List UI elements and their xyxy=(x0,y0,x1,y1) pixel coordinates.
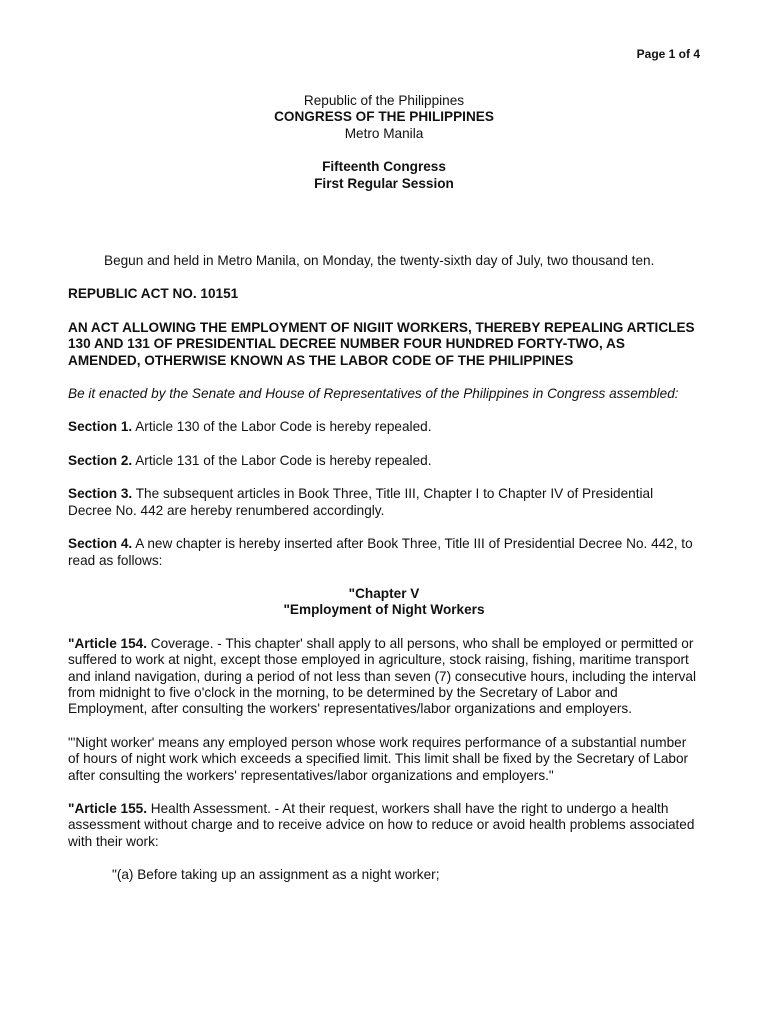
section-2-text: Article 131 of the Labor Code is hereby repealed. xyxy=(132,452,432,468)
session-line: First Regular Session xyxy=(314,175,454,191)
document-header xyxy=(68,93,700,192)
section-2 xyxy=(68,453,700,469)
article-155-text: Health Assessment. - At their request, workers shall have the right to undergo a health assessment without charge and to receive advice on how to reduce or avoid health problems associated with their work: xyxy=(68,800,695,849)
section-1-label: Section 1. xyxy=(68,419,133,435)
congress-line: CONGRESS OF THE PHILIPPINES xyxy=(274,109,494,125)
article-154 xyxy=(68,636,700,718)
section-3 xyxy=(68,486,700,519)
night-worker-definition xyxy=(68,735,700,784)
night-worker-definition-text: "'Night worker' means any employed person whose work requires performance of a substantial number of hours of night work which exceeds a specified limit. This limit shall be fixed by the Secretary of Labor after consulting the workers' representatives/labor organizations and employers." xyxy=(68,734,689,783)
act-title: AN ACT ALLOWING THE EMPLOYMENT OF NIGIIT WORKERS, THEREBY REPEALING ARTICLES 130 AND 131 OF PRESIDENTIAL DECREE NUMBER FOUR HUNDRED FORTY-TWO, AS AMENDED, OTHERWISE KNOWN AS THE LABOR CODE OF THE PHILIPPINES xyxy=(68,319,695,368)
document-body xyxy=(68,93,700,884)
location-line: Metro Manila xyxy=(344,125,424,141)
republic-line: Republic of the Philippines xyxy=(303,93,465,108)
section-3-label: Section 3. xyxy=(68,486,133,502)
chapter-heading-block xyxy=(68,586,700,619)
enacting-clause: Be it enacted by the Senate and House of Representatives of the Philippines in Congress assembled: xyxy=(68,386,679,402)
section-4-label: Section 4. xyxy=(68,536,133,552)
chapter-subheading: "Employment of Night Workers xyxy=(283,602,485,618)
article-154-label: "Article 154. xyxy=(68,635,147,651)
item-a: "(a) Before taking up an assignment as a night worker; xyxy=(112,867,440,883)
page-number: Page 1 of 4 xyxy=(636,47,700,61)
section-3-text: The subsequent articles in Book Three, Title III, Chapter I to Chapter IV of Presidential Decree No. 442 are hereby renumbered accordingly. xyxy=(68,486,654,518)
section-1 xyxy=(68,419,700,435)
section-1-text: Article 130 of the Labor Code is hereby repealed. xyxy=(132,419,432,435)
article-154-text: Coverage. - This chapter' shall apply to all persons, who shall be employed or permitted or suffered to work at night, except those employed in agriculture, stock raising, fishing, maritime transport and inland navigation, during a period of not less than seven (7) consecutive hours, including the interval from midnight to five o'clock in the morning, to be determined by the Secretary of Labor and Employment, after consulting the workers' representatives/labor organizations and employers. xyxy=(68,635,696,717)
begun-clause: Begun and held in Metro Manila, on Monday, the twenty-sixth day of July, two thousand ten. xyxy=(104,253,655,269)
chapter-heading: "Chapter V xyxy=(348,585,420,601)
act-number: REPUBLIC ACT NO. 10151 xyxy=(68,286,239,302)
section-4 xyxy=(68,536,700,569)
article-155 xyxy=(68,801,700,850)
article-155-label: "Article 155. xyxy=(68,800,147,816)
section-4-text: A new chapter is hereby inserted after Book Three, Title III of Presidential Decree No. 442, to read as follows: xyxy=(68,536,693,568)
congress-number: Fifteenth Congress xyxy=(322,159,446,175)
section-2-label: Section 2. xyxy=(68,452,133,468)
